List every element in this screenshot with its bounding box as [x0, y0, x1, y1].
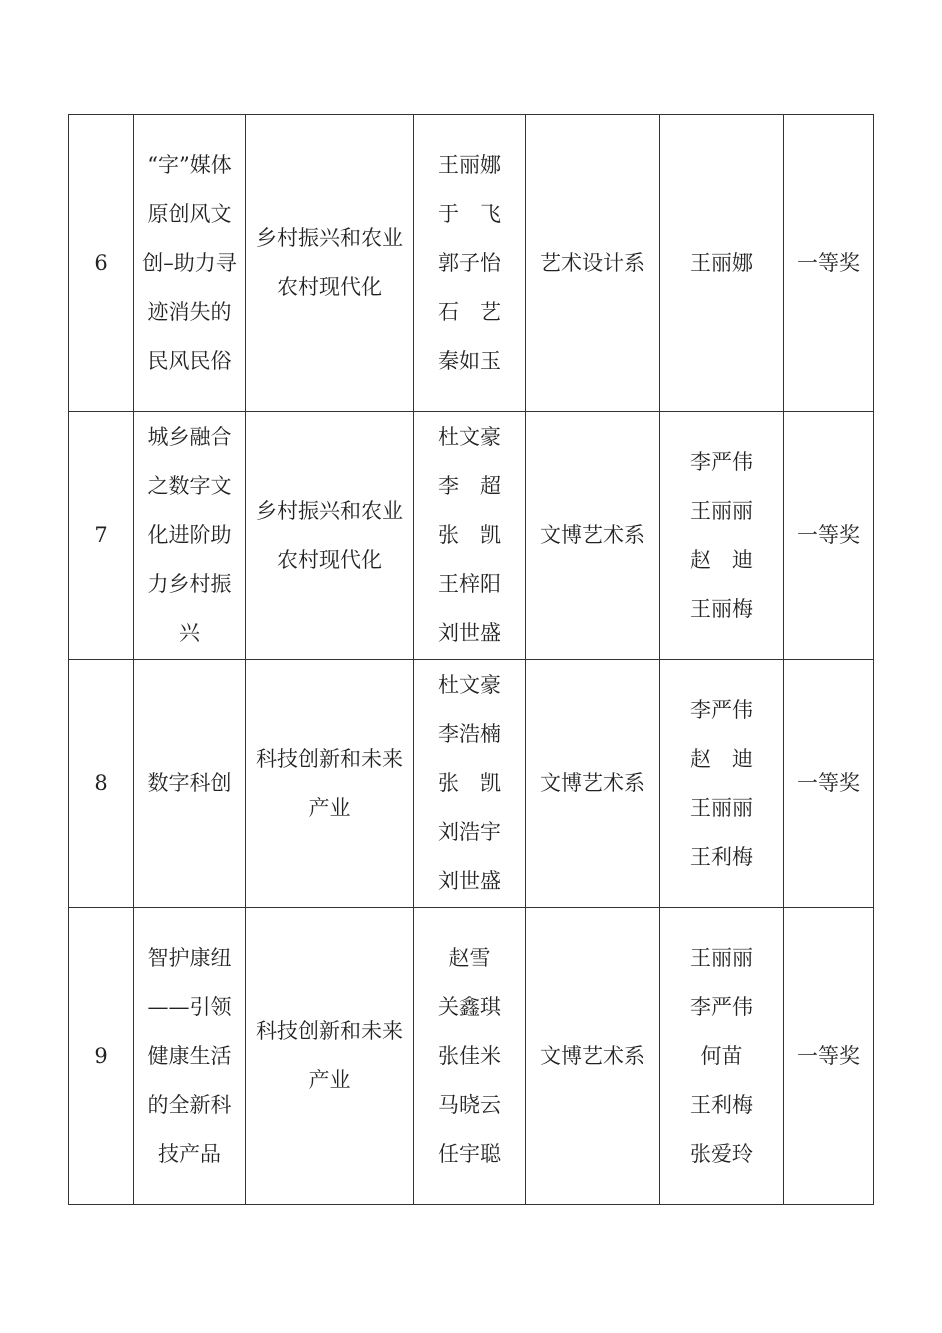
row-index: 9 — [69, 908, 134, 1205]
awards-table — [68, 114, 874, 1205]
project-name: 智护康纽——引领健康生活的全新科技产品 — [134, 908, 246, 1205]
row-index: 7 — [69, 412, 134, 660]
category: 科技创新和未来产业 — [246, 660, 414, 908]
member-name: 王丽娜 — [438, 152, 501, 177]
member-name: 马晓云 — [438, 1092, 501, 1117]
advisor-name: 王丽丽 — [690, 945, 753, 970]
table-row — [69, 660, 874, 908]
table-row — [69, 908, 874, 1205]
advisor-name: 王丽娜 — [690, 250, 753, 275]
department: 文博艺术系 — [526, 908, 660, 1205]
advisors-cell — [660, 412, 784, 660]
member-name: 刘世盛 — [438, 621, 501, 645]
members-cell — [414, 660, 526, 908]
category: 乡村振兴和农业农村现代化 — [246, 412, 414, 660]
members-cell — [414, 412, 526, 660]
advisor-name: 王丽丽 — [690, 795, 753, 820]
member-name: 关鑫琪 — [438, 994, 501, 1019]
category: 乡村振兴和农业农村现代化 — [246, 115, 414, 412]
member-name: 刘世盛 — [438, 869, 501, 893]
member-name: 赵雪 — [448, 945, 491, 970]
advisor-name: 张爱玲 — [690, 1141, 753, 1166]
member-name: 秦如玉 — [438, 348, 501, 373]
member-name: 于 飞 — [438, 201, 501, 226]
advisor-name: 李严伟 — [690, 449, 753, 474]
advisor-name: 王丽梅 — [690, 596, 753, 621]
table-row — [69, 412, 874, 660]
member-name: 杜文豪 — [438, 673, 501, 697]
project-name: 数字科创 — [134, 660, 246, 908]
advisor-name: 王丽丽 — [690, 498, 753, 523]
members-cell — [414, 115, 526, 412]
member-name: 张佳米 — [438, 1043, 501, 1068]
advisor-name: 赵 迪 — [690, 746, 753, 771]
department: 艺术设计系 — [526, 115, 660, 412]
member-name: 李浩楠 — [438, 722, 501, 746]
member-name: 刘浩宇 — [438, 820, 501, 844]
advisor-name: 赵 迪 — [690, 547, 753, 572]
department: 文博艺术系 — [526, 660, 660, 908]
row-index: 8 — [69, 660, 134, 908]
member-name: 张 凯 — [438, 523, 501, 547]
award: 一等奖 — [784, 412, 874, 660]
department: 文博艺术系 — [526, 412, 660, 660]
member-name: 石 艺 — [438, 299, 501, 324]
member-name: 王梓阳 — [438, 572, 501, 596]
member-name: 张 凯 — [438, 771, 501, 795]
advisors-cell — [660, 908, 784, 1205]
advisors-cell — [660, 660, 784, 908]
project-name: 城乡融合之数字文化进阶助力乡村振兴 — [134, 412, 246, 660]
table-row — [69, 115, 874, 412]
advisors-cell — [660, 115, 784, 412]
award: 一等奖 — [784, 115, 874, 412]
award: 一等奖 — [784, 908, 874, 1205]
advisor-name: 何苗 — [700, 1043, 743, 1068]
advisor-name: 王利梅 — [690, 1092, 753, 1117]
category: 科技创新和未来产业 — [246, 908, 414, 1205]
member-name: 郭子怡 — [438, 250, 501, 275]
member-name: 李 超 — [438, 474, 501, 498]
members-cell — [414, 908, 526, 1205]
project-name: “字”媒体原创风文创–助力寻迹消失的民风民俗 — [134, 115, 246, 412]
member-name: 杜文豪 — [438, 425, 501, 449]
member-name: 任宇聪 — [438, 1141, 501, 1166]
advisor-name: 李严伟 — [690, 994, 753, 1019]
advisor-name: 李严伟 — [690, 697, 753, 722]
row-index: 6 — [69, 115, 134, 412]
award: 一等奖 — [784, 660, 874, 908]
advisor-name: 王利梅 — [690, 844, 753, 869]
